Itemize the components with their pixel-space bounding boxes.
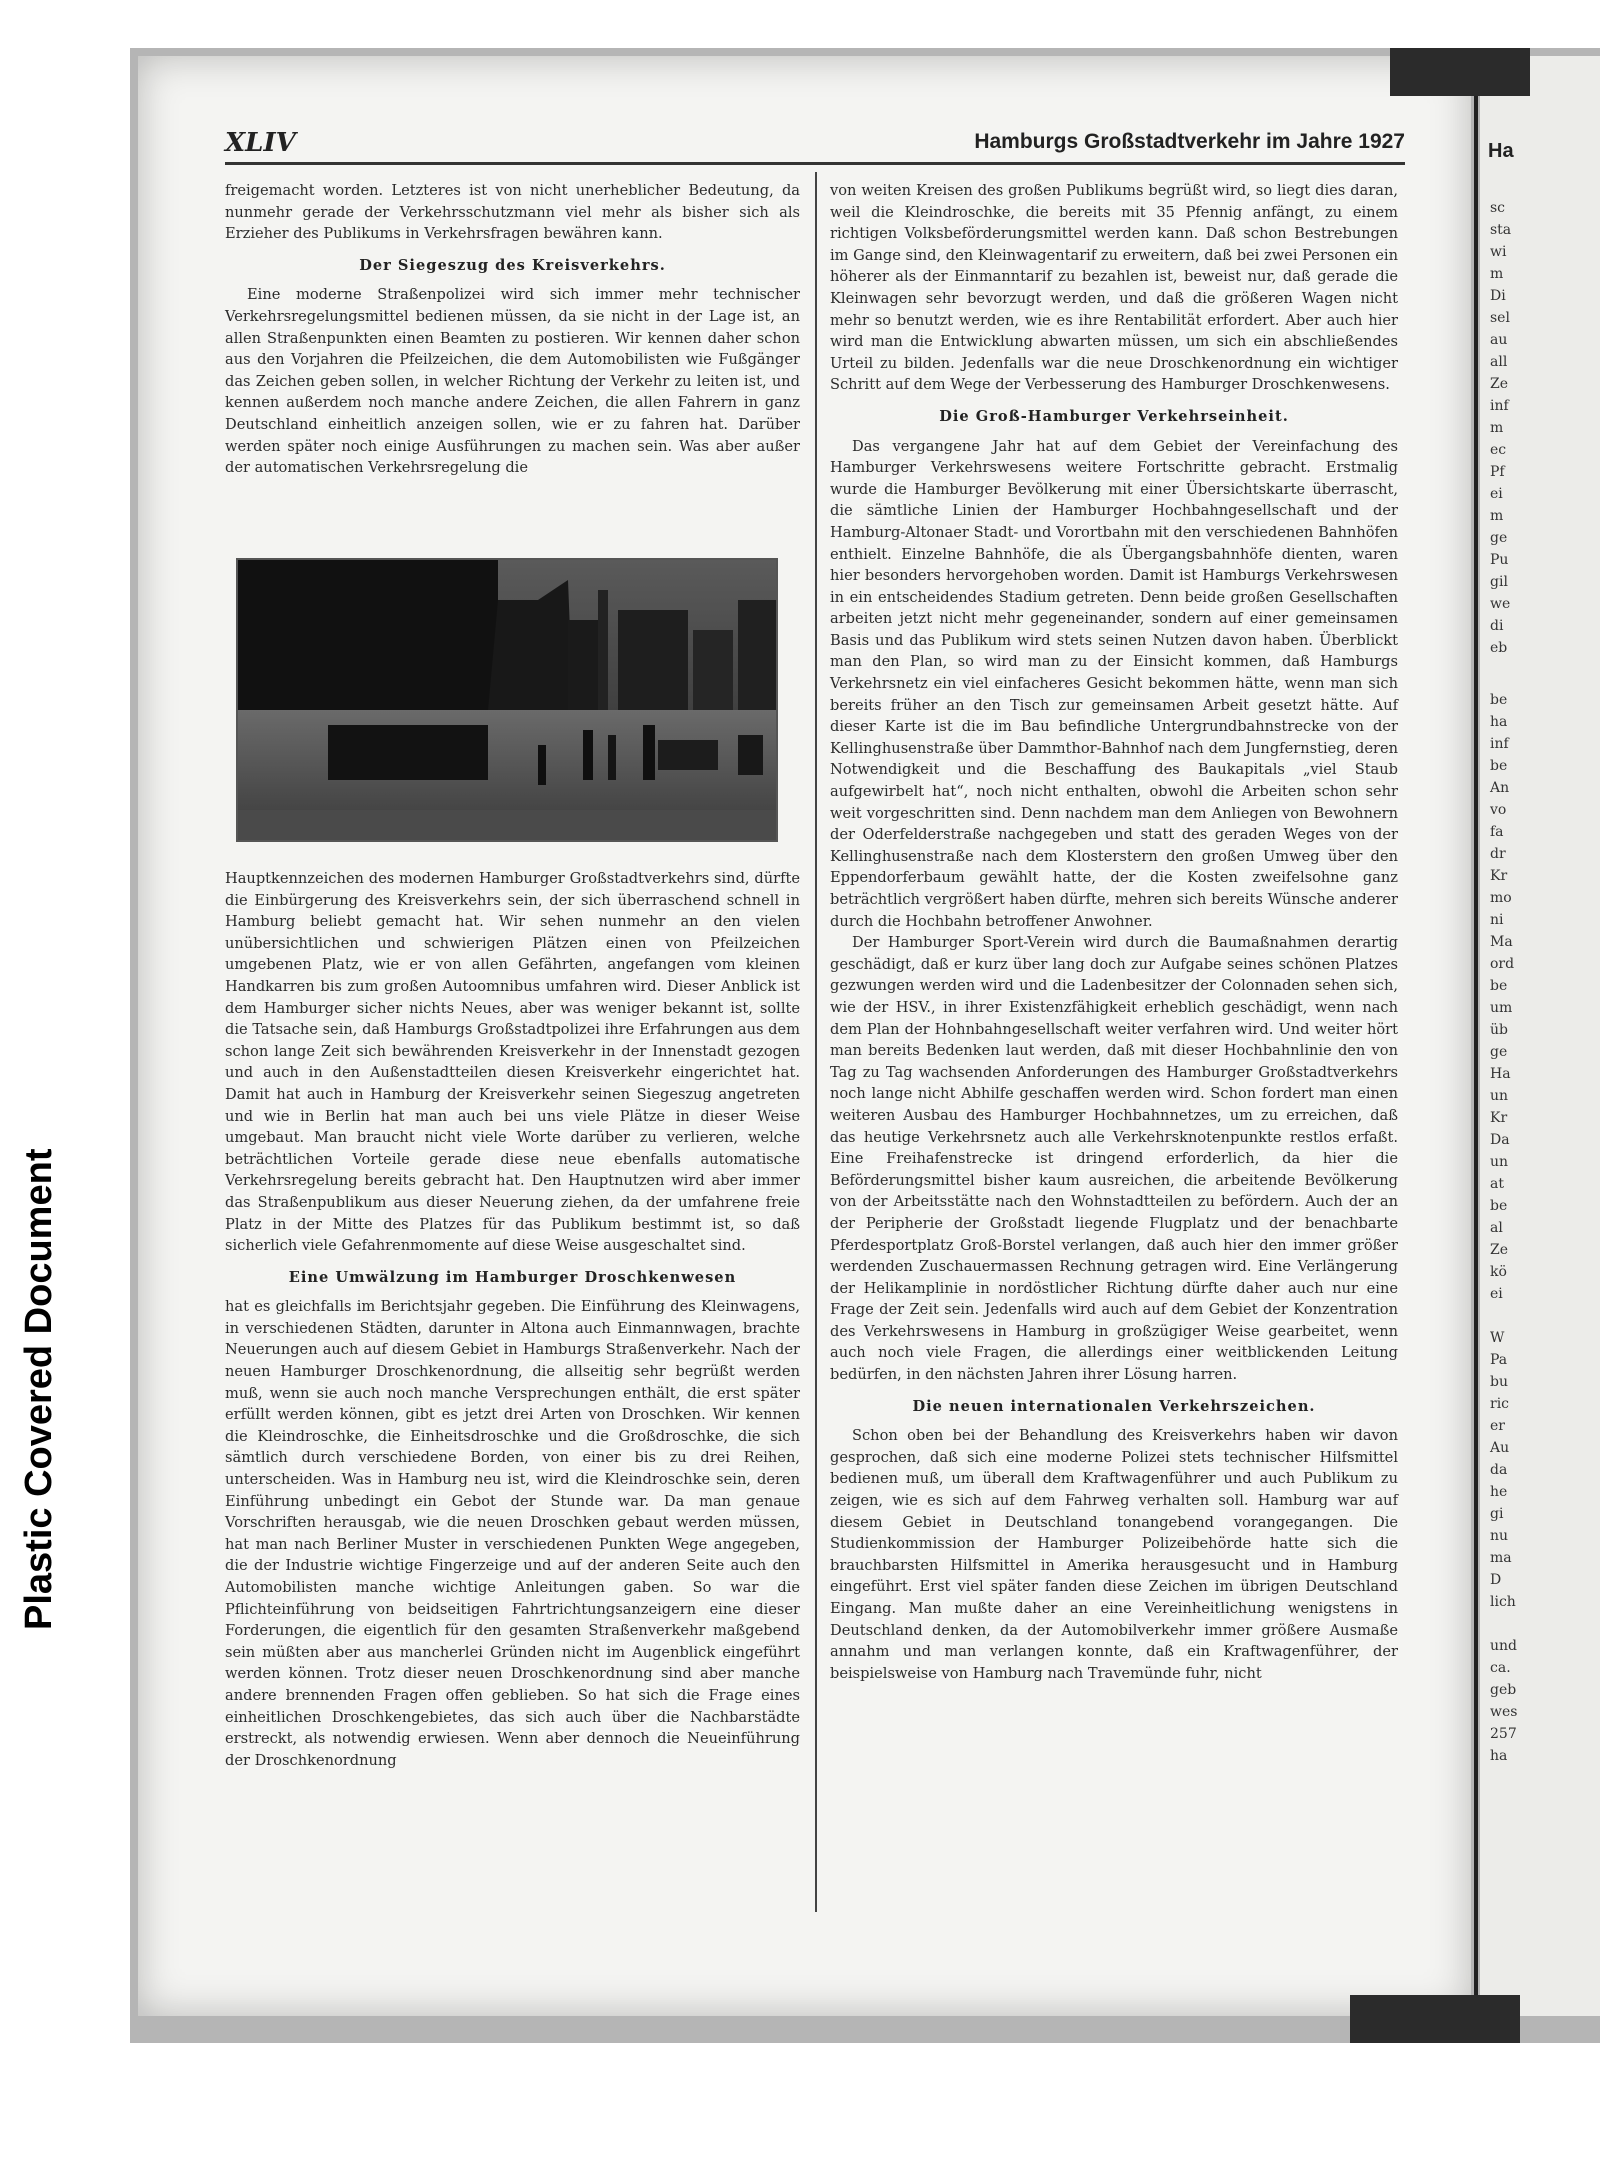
running-title: Hamburgs Großstadtverkehr im Jahre 1927 (974, 130, 1405, 153)
adjacent-page-fragment: eb (1490, 640, 1508, 656)
adjacent-page-fragment: er (1490, 1418, 1505, 1434)
adjacent-page-fragment: Pa (1490, 1352, 1508, 1368)
adjacent-page-fragment: ge (1490, 530, 1508, 546)
adjacent-page-fragment: vo (1490, 802, 1507, 818)
adjacent-page-fragment: dr (1490, 846, 1506, 862)
adjacent-page-fragment: un (1490, 1154, 1509, 1170)
adjacent-page-fragment: Pf (1490, 464, 1505, 480)
adjacent-page-fragment: m (1490, 266, 1504, 282)
adjacent-page-fragment: Ma (1490, 934, 1513, 950)
adjacent-page-fragment: Ha (1490, 1066, 1511, 1082)
adjacent-page-fragment: da (1490, 1462, 1508, 1478)
adjacent-page-fragment: Kr (1490, 1110, 1508, 1126)
adjacent-page-fragment: üb (1490, 1022, 1508, 1038)
side-label: Plastic Covered Document (18, 1148, 60, 1630)
adjacent-page-fragment: m (1490, 420, 1504, 436)
adjacent-page-fragment: sta (1490, 222, 1512, 238)
adjacent-page-fragment: ma (1490, 1550, 1512, 1566)
adjacent-page-fragment: An (1490, 780, 1510, 796)
column-left-bottom (225, 868, 800, 1771)
adjacent-page-fragment: ca. (1490, 1660, 1511, 1676)
section-heading: Der Siegeszug des Kreisverkehrs. (359, 256, 666, 274)
street-photo (236, 558, 778, 842)
adjacent-page-fragment: geb (1490, 1682, 1517, 1698)
adjacent-page-fragment: kö (1490, 1264, 1507, 1280)
paragraph: freigemacht worden. Letzteres ist von nicht unerheblicher Bedeutung, da nunmehr gerade der Verkehrsschutzmann viel mehr als bisher sich als Erzieher des Publikums in Verkehrsfragen bewähren kann. (225, 182, 800, 243)
adjacent-page-fragment: all (1490, 354, 1508, 370)
paragraph: Hauptkennzeichen des modernen Hamburger Großstadtverkehrs sind, dürfte die Einbürgerung des Kreisverkehrs sein, der sich überraschend schnell in Hamburg beliebt gemacht hat. Wir sehen nunmehr an den vielen unübersichtlichen und schwierigen Plätzen einen von Pfeilzeichen umgebenen Platz, wie er von allen Gefährten, angefangen vom kleinen Handkarren bis zum großen Autoomnibus umfahren wird. Dieser Anblick ist dem Hamburger sicher nichts Neues, aber was weniger bekannt ist, sollte die Tatsache sein, daß Hamburgs Großstadtpolizei ihre Erfahrungen aus dem schon lange Zeit sich bewährenden Kreisverkehr in der Innenstadt gezogen und auch in den Außenstadtteilen diesen Kreisverkehr eingerichtet hat. Damit hat auch in Hamburg der Kreisverkehr seinen Siegeszug angetreten und wie in Berlin hat man auch bei uns viele Plätze in dieser Weise umgebaut. Man braucht nicht viele Worte darüber zu verlieren, welche beträchtlichen Vorteile gerade diese neue ebenfalls automatische Verkehrsregelung bereits gebracht hat. Den Hauptnutzen wird aber immer das Straßenpublikum aus dieser Neuerung ziehen, da der umfahrene freie Platz in der Mitte des Platzes für das Publikum bestimmt ist, so daß sicherlich viele Gefahrenmomente auf diese Weise ausgeschaltet sind. (225, 870, 800, 1255)
adjacent-page-heading: Ha (1488, 140, 1514, 162)
section-heading: Die Groß-Hamburger Verkehrseinheit. (939, 407, 1289, 425)
tape-top-right (1390, 48, 1530, 96)
adjacent-page-fragment: bu (1490, 1374, 1508, 1390)
adjacent-page-fragment: wi (1490, 244, 1507, 260)
adjacent-page-fragment: gil (1490, 574, 1508, 590)
adjacent-page-fragment: inf (1490, 398, 1509, 414)
adjacent-page-fragment: nu (1490, 1528, 1509, 1544)
adjacent-page-fragment: Au (1490, 1440, 1510, 1456)
adjacent-page-fragment: ord (1490, 956, 1515, 972)
adjacent-page-fragment: ei (1490, 1286, 1503, 1302)
adjacent-page-fragment: fa (1490, 824, 1504, 840)
adjacent-page-fragment: al (1490, 1220, 1503, 1236)
adjacent-page-fragment: um (1490, 1000, 1513, 1016)
adjacent-page-fragment: at (1490, 1176, 1504, 1192)
adjacent-page-fragment: au (1490, 332, 1508, 348)
adjacent-page-fragment: ha (1490, 1748, 1508, 1764)
adjacent-page-fragment: ge (1490, 1044, 1508, 1060)
paragraph: Der Hamburger Sport-Verein wird durch die Baumaßnahmen derartig geschädigt, daß er kurz über lang doch zur Aufgabe seines schönen Platzes gezwungen werden wird und die Ladenbesitzer der Colonnaden sehen sich, wie der HSV., in ihrer Existenzfähigkeit erheblich geschädigt, wenn nach dem Plan der Hohnbahngesellschaft weiter verfahren wird. Und weiter hört man bereits Bedenken laut werden, daß mit dieser Hochbahnlinie den von Tag zu Tag wachsenden Anforderungen des Hamburger Großstadtverkehrs noch lange nicht Abhilfe geschaffen werden wird. Schon fordert man einen weiteren Ausbau des Hamburger Hochbahnnetzes, um zu erreichen, daß das heutige Verkehrsnetz auch alle Verkehrsknotenpunkte restlos erfaßt. Eine Freihafenstrecke ist dringend erforderlich, da hier die Beförderungsmittel bisher kaum ausreichen, die arbeitende Bevölkerung von der Arbeitsstätte nach den Wohnstadtteilen zu befördern. Auch der an der Peripherie der Großstadt liegende Flugplatz und der benachbarte Pferdesportplatz Groß-Borstel verlangen, daß auch hier den immer größer werdenden Zuschauermassen Rechnung getragen wird. Eine Verlängerung der Helikamplinie in nordöstlicher Richtung dürfte daher auch nur eine Frage der Zeit sein. Jedenfalls wird auch auf dem Gebiet der Konzentration des Verkehrswesens in Hamburg in großzügiger Weise gearbeitet, wenn auch noch viele Fragen, die allerdings einer weitblickenden Leitung bedürfen, in den nächsten Jahren ihrer Lösung harren. (830, 934, 1398, 1384)
adjacent-page-fragment: be (1490, 758, 1508, 774)
page-header (225, 128, 1405, 165)
adjacent-page-fragment: mo (1490, 890, 1512, 906)
adjacent-page-fragment: Ze (1490, 1242, 1509, 1258)
street-photo-image (238, 560, 776, 840)
column-rule (815, 172, 817, 1912)
adjacent-page-fragment: sel (1490, 310, 1510, 326)
adjacent-page-fragment: be (1490, 1198, 1508, 1214)
adjacent-page-fragment: 257 (1490, 1726, 1517, 1742)
adjacent-page-fragment: we (1490, 596, 1511, 612)
adjacent-page-fragment: di (1490, 618, 1504, 634)
adjacent-page-fragment: Da (1490, 1132, 1510, 1148)
adjacent-page-fragment: Kr (1490, 868, 1508, 884)
adjacent-page-fragment: wes (1490, 1704, 1518, 1720)
section-heading: Die neuen internationalen Verkehrszeichen. (912, 1397, 1316, 1415)
paragraph: Das vergangene Jahr hat auf dem Gebiet der Vereinfachung des Hamburger Verkehrswesens weitere Fortschritte gebracht. Erstmalig wurde die Hamburger Bevölkerung mit einer Übersichtskarte überrascht, die sämtliche Linien der Hamburger Hochbahngesellschaft und der Hamburg-Altonaer Stadt- und Vorortbahn mit den verschiedenen Bahnhöfen enthielt. Einzelne Bahnhöfe, die als Übergangsbahnhöfe dienten, waren hier besonders hervorgehoben worden. Damit ist Hamburgs Verkehrswesen in ein entscheidendes Stadium getreten. Denn beide großen Gesellschaften arbeiten jetzt nicht mehr gegeneinander, sondern auf einer gemeinsamen Basis und das Publikum wird stets seinen Nutzen davon haben. Überblickt man den Plan, so wird man zu der Einsicht kommen, daß Hamburgs Verkehrsnetz ein viel einfacheres Gesicht bekommen hätte, wenn man sich bereits früher an den Tisch zur gemeinsamen Arbeit gesetzt hätte. Auf dieser Karte ist die im Bau befindliche Untergrundbahnstrecke von der Kellinghusenstraße über Dammthor-Bahnhof nach dem Jungfernstieg, deren Notwendigkeit und die Beschaffung des Baukapitals „viel Staub aufgewirbelt hat“, noch nicht enthalten, obwohl die Arbeiten schon sehr weit vorgeschritten sind. Denn nachdem man dem Anliegen von Bewohnern der Oderfelderstraße nachgegeben und statt des geraden Weges von der Kellinghusenstraße nach dem Klosterstern den großen Umweg über den Eppendorferbaum gewählt hatte, der die Kosten zweifelsohne ganz beträchtlich vergrößert haben dürfte, mehren sich bereits Wünsche anderer durch die Hochbahn betroffener Anwohner. (830, 437, 1398, 930)
adjacent-page-fragment: Ze (1490, 376, 1509, 392)
adjacent-page-fragment: W (1490, 1330, 1505, 1346)
adjacent-page-fragment: Di (1490, 288, 1506, 304)
adjacent-page-fragment: be (1490, 692, 1508, 708)
column-left-top (225, 180, 800, 479)
adjacent-page-fragment: ei (1490, 486, 1503, 502)
adjacent-page-fragment: be (1490, 978, 1508, 994)
paragraph: Schon oben bei der Behandlung des Kreisverkehrs haben wir davon gesprochen, daß sich eine moderne Polizei stets technischer Hilfsmittel bedienen muß, um überall dem Kraftwagenführer und auch Publikum zu zeigen, wie es sich auf dem Fahrweg verhalten soll. Hamburg war auf diesem Gebiet in Deutschland tonangebend vorangegangen. Die Studienkommission der Hamburger Polizeibehörde hatte sich die brauchbarsten Hilfsmittel in Amerika herausgesucht und in Hamburg eingeführt. Erst viel später fanden diese Zeichen im übrigen Deutschland Eingang. Man mußte daher an eine Vereinheitlichung wenigstens in Deutschland denken, da der Automobilverkehr immer größere Ausmaße annahm und man verlangen konnte, daß ein Kraftwagenführer, der beispielsweise von Hamburg nach Travemünde fuhr, nicht (830, 1427, 1398, 1682)
page-number: XLIV (225, 128, 296, 158)
column-right (830, 180, 1398, 1684)
adjacent-page-fragment: D (1490, 1572, 1502, 1588)
adjacent-page-fragment: he (1490, 1484, 1508, 1500)
adjacent-page-fragment: un (1490, 1088, 1509, 1104)
adjacent-page-fragment: ha (1490, 714, 1508, 730)
adjacent-page-fragment: inf (1490, 736, 1509, 752)
paragraph: Eine moderne Straßenpolizei wird sich immer mehr technischer Verkehrsregelungsmittel bedienen müssen, da sie nicht in der Lage ist, an allen Straßenpunkten einen Beamten zu postieren. Wir kennen daher schon aus den Vorjahren die Pfeilzeichen, die dem Automobilisten wie Fußgänger das Zeichen geben sollen, in welcher Richtung der Verkehr zu leiten ist, und kennen außerdem noch manche andere Zeichen, die allen Fahrern in ganz Deutschland einheitlich anzeigen sollen, wie er zu fahren hat. Darüber werden später noch einige Ausführungen zu machen sein. Was aber außer der automatischen Verkehrsregelung die (225, 286, 800, 477)
tape-bottom-right (1350, 1995, 1520, 2043)
paragraph: von weiten Kreisen des großen Publikums begrüßt wird, so liegt dies daran, weil die Kleindroschke, die bereits mit 35 Pfennig anfängt, zu einem richtigen Volksbeförderungsmittel werden kann. Daß schon Bestrebungen im Gange sind, den Kleinwagentarif zu erweitern, daß bei zwei Personen ein höherer als der Einmanntarif zu bezahlen ist, beweist nur, daß gerade die Kleinwagen sehr bevorzugt werden, und daß die größeren Wagen nicht mehr so benutzt werden, wie es ihre Rentabilität erfordert. Aber auch hier wird man die Entwicklung abwarten müssen, um sich ein abschließendes Urteil zu bilden. Jedenfalls war die neue Droschkenordnung ein wichtiger Schritt auf dem Wege der Verbesserung des Hamburger Droschkenwesens. (830, 182, 1398, 394)
adjacent-page-fragment: gi (1490, 1506, 1504, 1522)
page-gutter (1474, 48, 1478, 2043)
paragraph: hat es gleichfalls im Berichtsjahr gegeben. Die Einführung des Kleinwagens, in verschiedenen Städten, darunter in Altona auch Einmannwagen, brachte Neuerungen auch auf diesem Gebiet in Hamburgs Straßenverkehr. Nach der neuen Hamburger Droschkenordnung, die allseitig sehr begrüßt werden muß, wenn sie auch noch manche Versprechungen enthält, die erst später erfüllt werden können, gibt es jetzt drei Arten von Droschken. Wir kennen die Kleindroschke, die Einheitsdroschke und die Großdroschke, die sich sämtlich durch verschiedene Borden, von einer bis zu drei Reihen, unterscheiden. Was in Hamburg neu ist, wird die Kleindroschke sein, deren Einführung unbedingt ein Gebot der Stunde war. Da man genaue Vorschriften herausgab, wie die neuen Droschken gebaut werden müssen, hat man nach Berliner Muster in verschiedenen Punkten Wege angegeben, die der Industrie wichtige Fingerzeige und auf der anderen Seite auch den Automobilisten manche wichtige Anleitungen gaben. So war die Pflichteinführung von beidseitigen Fahrtrichtungsanzeigern eine dieser Forderungen, die eigentlich für den gesamten Straßenverkehr maßgebend sein müßten aber aus mancherlei Gründen nicht im Augenblick eingeführt werden können. Trotz dieser neuen Droschkenordnung sind aber manche andere brennenden Fragen offen geblieben. So hat sich die Frage eines einheitlichen Droschkengebietes, das sich auch über die Nachbarstädte erstreckt, als notwendig erwiesen. Wenn aber dennoch die Neueinführung der Droschkenordnung (225, 1298, 800, 1769)
adjacent-page-fragment: Pu (1490, 552, 1509, 568)
section-heading: Eine Umwälzung im Hamburger Droschkenwesen (288, 1268, 737, 1286)
adjacent-page-fragment: lich (1490, 1594, 1516, 1610)
adjacent-page-fragment: ric (1490, 1396, 1510, 1412)
adjacent-page-fragment: m (1490, 508, 1504, 524)
adjacent-page-fragment: ni (1490, 912, 1504, 928)
adjacent-page-fragment: und (1490, 1638, 1517, 1654)
adjacent-page-fragment: sc (1490, 200, 1506, 216)
adjacent-page-fragment: ec (1490, 442, 1507, 458)
